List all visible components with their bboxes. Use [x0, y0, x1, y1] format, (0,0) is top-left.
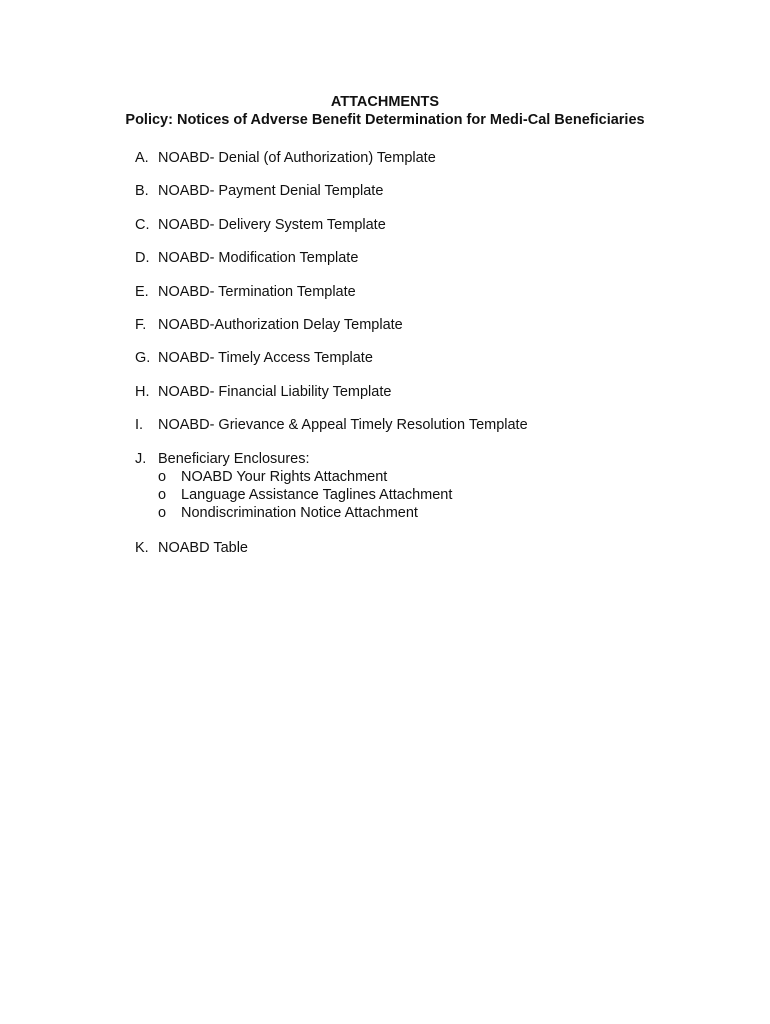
list-item-letter: B.	[135, 183, 149, 200]
list-item-text: NOABD- Delivery System Template	[158, 216, 386, 233]
policy-title: Policy: Notices of Adverse Benefit Determination for Medi-Cal Beneficiaries	[125, 112, 645, 128]
list-item-text: NOABD- Denial (of Authorization) Template	[158, 150, 436, 166]
sublist-item-text: Nondiscrimination Notice Attachment	[181, 504, 418, 521]
list-item-text: NOABD- Financial Liability Template	[158, 383, 392, 400]
list-item-letter: E.	[135, 283, 149, 300]
list-item-text: NOABD- Grievance & Appeal Timely Resolution Template	[158, 417, 528, 434]
list-item-text: NOABD- Termination Template	[158, 283, 356, 300]
list-item-text: NOABD- Payment Denial Template	[158, 183, 384, 200]
document-title: ATTACHMENTS	[330, 94, 440, 110]
list-item-letter: J.	[135, 450, 147, 467]
list-item-letter: D.	[135, 250, 150, 267]
list-item-letter: A.	[135, 150, 149, 166]
list-item-letter: K.	[135, 539, 149, 556]
list-item-text: NOABD- Timely Access Template	[158, 350, 373, 367]
sublist-item-text: NOABD Your Rights Attachment	[181, 468, 388, 485]
list-item-text: Beneficiary Enclosures:	[158, 450, 310, 467]
bullet-icon: o	[158, 468, 167, 485]
list-item-letter: C.	[135, 216, 150, 233]
bullet-icon: o	[158, 504, 167, 521]
list-item-letter: F.	[135, 316, 147, 333]
list-item-letter: I.	[135, 417, 144, 434]
sublist-item-text: Language Assistance Taglines Attachment	[181, 486, 453, 503]
list-item-letter: G.	[135, 350, 151, 367]
list-item-text: NOABD Table	[158, 539, 248, 556]
list-item-letter: H.	[135, 383, 150, 400]
list-item-text: NOABD-Authorization Delay Template	[158, 316, 403, 333]
bullet-icon: o	[158, 486, 167, 503]
list-item-text: NOABD- Modification Template	[158, 250, 359, 267]
